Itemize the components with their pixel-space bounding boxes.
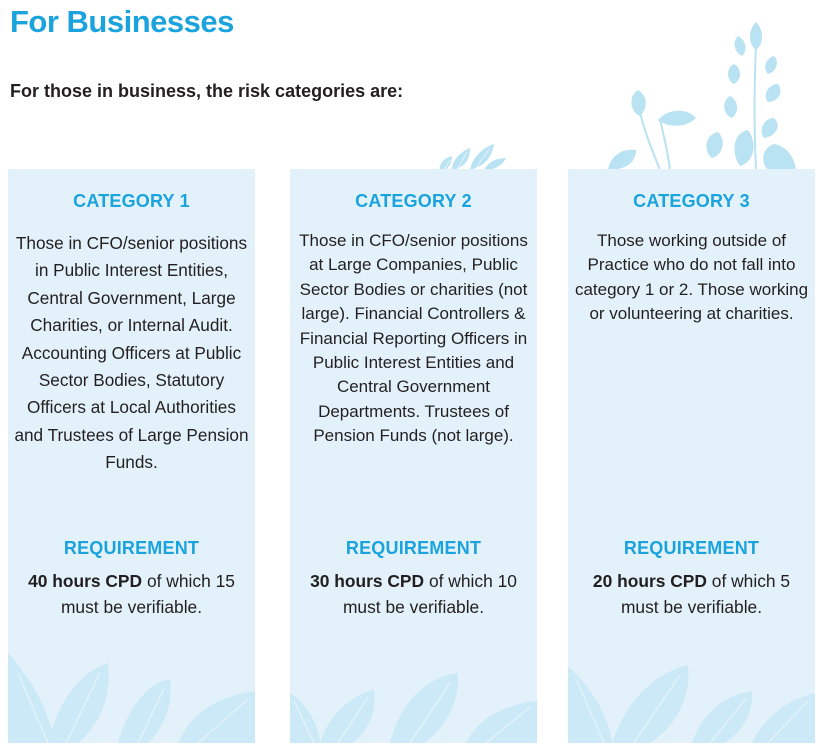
requirement-label: REQUIREMENT — [345, 538, 482, 558]
category-description: Those working outside of Practice who do not fall into category 1 or 2. Those working or volunteering at charities. — [574, 231, 809, 324]
requirement-text — [14, 569, 249, 620]
page-title: For Businesses — [10, 4, 234, 39]
requirement-text — [296, 569, 531, 620]
category-card-1 — [8, 169, 255, 743]
requirement-rest: of which 10 must be verifiable. — [342, 571, 517, 617]
small-leaves-icon — [430, 130, 510, 172]
category-title: CATEGORY 2 — [355, 191, 472, 211]
category-description: Those in CFO/senior positions in Public Interest Entities, Central Government, Large Charities, or Internal Audit. Accounting Officers at Public Sector Bodies, Statutory Officers at Local Authorities and Trustees of Large Pension Funds. — [14, 233, 249, 473]
category-title: CATEGORY 1 — [73, 191, 190, 211]
page-subtitle: For those in business, the risk categories are: — [10, 81, 404, 101]
category-card-2 — [290, 169, 537, 743]
requirement-hours: 30 hours CPD — [310, 571, 425, 591]
category-title: CATEGORY 3 — [633, 191, 750, 211]
requirement-label: REQUIREMENT — [63, 538, 200, 558]
requirement-rest: of which 5 must be verifiable. — [620, 571, 791, 617]
requirement-hours: 20 hours CPD — [592, 571, 707, 591]
category-description: Those in CFO/senior positions at Large Companies, Public Sector Bodies or charities (not large). Financial Controllers & Financial Reporting Officers in Public Interest Entities and Central Government Departments. Trustees of Pension Funds (not large). — [299, 231, 528, 446]
plant-icon — [598, 20, 798, 170]
requirement-text — [574, 569, 809, 620]
category-card-3 — [568, 169, 815, 743]
requirement-hours: 40 hours CPD — [28, 571, 143, 591]
requirement-rest: of which 15 must be verifiable. — [60, 571, 235, 617]
requirement-label: REQUIREMENT — [623, 538, 760, 558]
